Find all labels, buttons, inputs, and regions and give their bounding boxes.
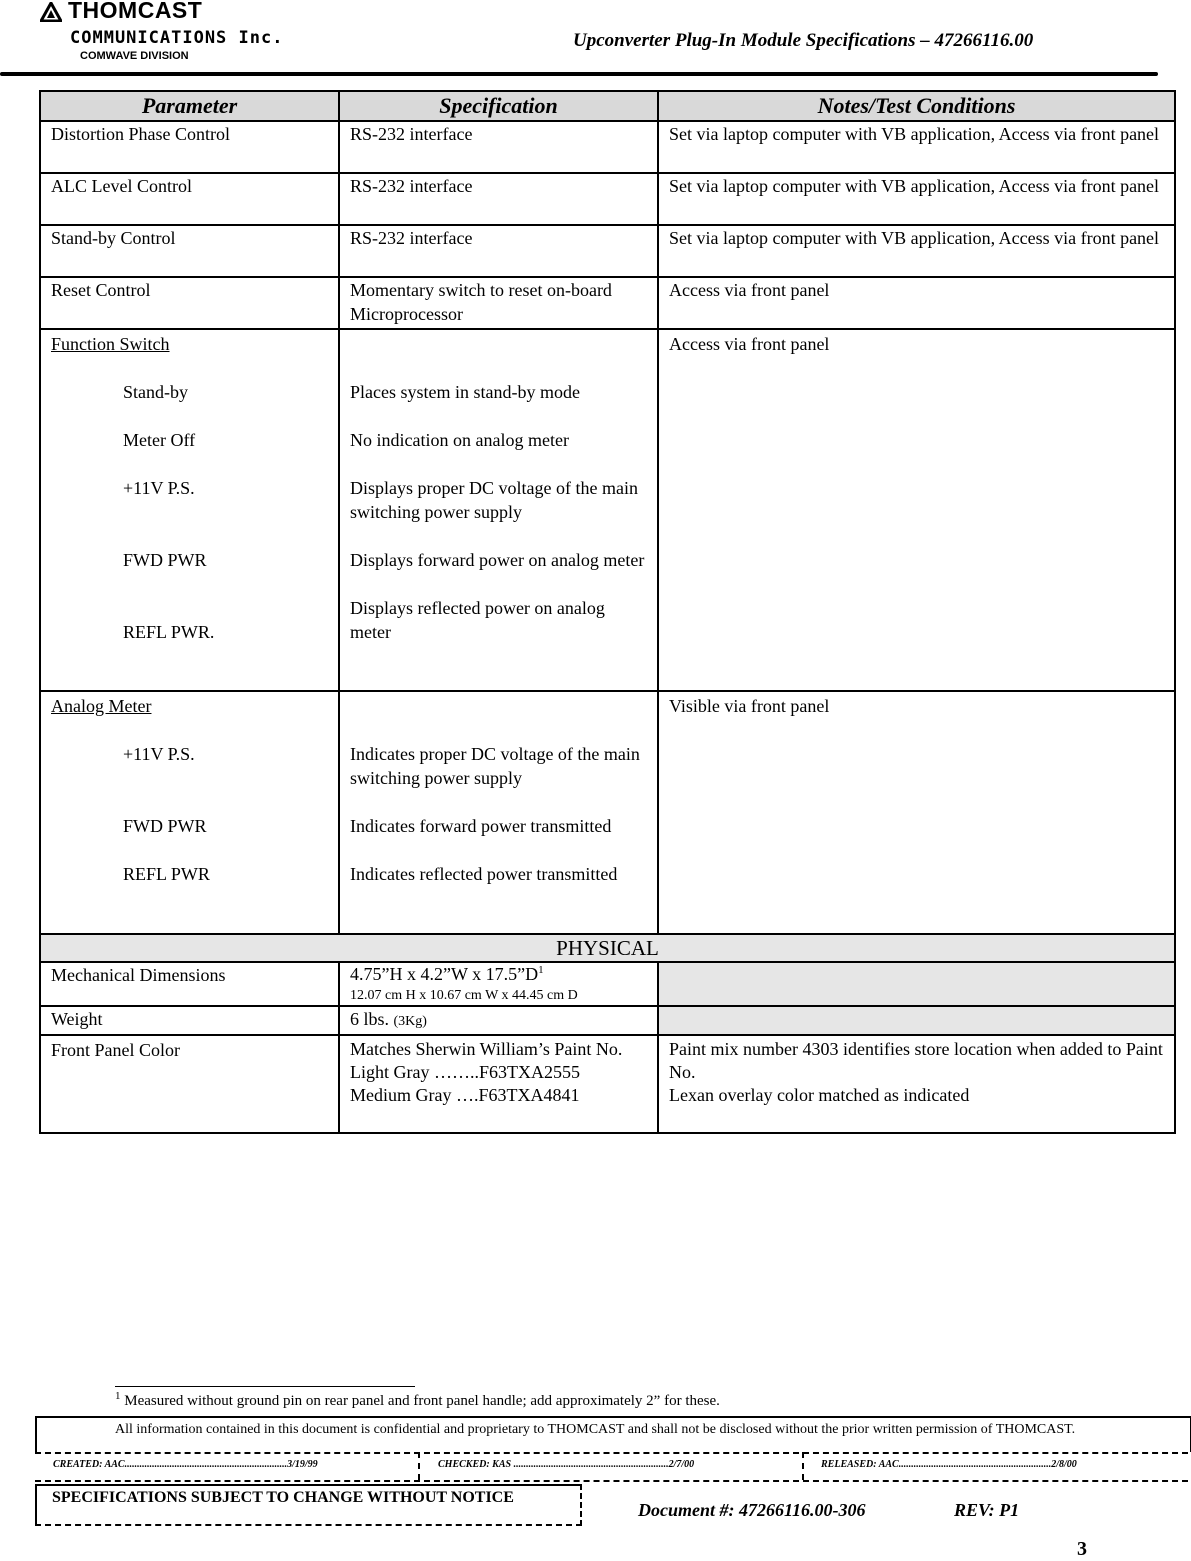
function-switch-specs — [339, 329, 658, 691]
table-row — [40, 173, 1175, 225]
analog-meter-params — [40, 691, 339, 934]
param-cell: Stand-by Control — [40, 225, 339, 277]
logo-main-text: THOMCAST — [68, 0, 203, 23]
spec-cell: RS-232 interface — [339, 225, 658, 277]
analog-meter-row — [40, 691, 1175, 934]
table-row — [40, 962, 1175, 1006]
column-header: Notes/Test Conditions — [658, 91, 1175, 121]
analog-meter-notes: Visible via front panel — [658, 691, 1175, 934]
table-row — [40, 1035, 1175, 1133]
thomcast-logo-icon — [40, 2, 62, 22]
param-cell: Distortion Phase Control — [40, 121, 339, 173]
switch-desc: No indication on analog meter — [350, 430, 569, 450]
physical-section-label: PHYSICAL — [40, 934, 1175, 962]
table-row — [40, 1006, 1175, 1035]
switch-item: Meter Off — [123, 430, 196, 450]
weight-metric: (3Kg) — [393, 1014, 427, 1029]
paint-medium-gray: Medium Gray ….F63TXA4841 — [350, 1085, 580, 1105]
spec-cell — [339, 1035, 658, 1133]
notes-cell: Access via front panel — [658, 277, 1175, 329]
meter-item: FWD PWR — [123, 816, 207, 836]
function-switch-title: Function Switch — [51, 334, 170, 354]
checked-signoff: CHECKED: KAS ..............................................................2/7/00 — [438, 1459, 695, 1470]
param-cell: Mechanical Dimensions — [40, 962, 339, 1006]
column-header: Specification — [339, 91, 658, 121]
function-switch-row — [40, 329, 1175, 691]
notes-cell: Set via laptop computer with VB application, Access via front panel — [658, 121, 1175, 173]
physical-section-row — [40, 934, 1175, 962]
notes-cell-empty — [658, 1006, 1175, 1035]
company-logo — [40, 0, 360, 70]
logo-division-text: COMWAVE DIVISION — [80, 50, 189, 62]
table-row — [40, 277, 1175, 329]
meter-desc: Indicates reflected power transmitted — [350, 864, 618, 884]
spec-cell — [339, 962, 658, 1006]
dims-imperial: 4.75”H x 4.2”W x 17.5”D — [350, 964, 539, 984]
page-number: 3 — [1077, 1538, 1087, 1560]
switch-desc: Displays proper DC voltage of the main switching power supply — [350, 478, 638, 522]
released-signoff: RELEASED: AAC.............................................................2/8/00 — [821, 1459, 1077, 1470]
param-cell: ALC Level Control — [40, 173, 339, 225]
switch-desc: Places system in stand-by mode — [350, 382, 580, 402]
spec-cell: Momentary switch to reset on-board Microprocessor — [339, 277, 658, 329]
notes-cell — [658, 1035, 1175, 1133]
confidential-text: All information contained in this document is confidential and proprietary to THOMCAST and shall not be disclosed without the prior written permission of THOMCAST. — [115, 1422, 1076, 1437]
analog-meter-title: Analog Meter — [51, 696, 152, 716]
footnote-mark: 1 — [115, 1390, 121, 1402]
table-row — [40, 121, 1175, 173]
signoff-separator — [418, 1452, 420, 1480]
paint-note: Paint mix number 4303 identifies store location when added to Paint No. — [669, 1039, 1163, 1082]
notes-cell: Set via laptop computer with VB application, Access via front panel — [658, 173, 1175, 225]
created-signoff: CREATED: AAC.................................................................3/19/99 — [53, 1459, 318, 1470]
param-cell: Weight — [40, 1006, 339, 1035]
footnote-text: Measured without ground pin on rear panel and front panel handle; add approximately 2” for these. — [124, 1393, 720, 1409]
footnote-divider — [115, 1386, 415, 1387]
change-notice: SPECIFICATIONS SUBJECT TO CHANGE WITHOUT NOTICE — [52, 1489, 514, 1506]
column-header: Parameter — [40, 91, 339, 121]
footnote-ref: 1 — [538, 964, 544, 976]
switch-item: Stand-by — [123, 382, 188, 402]
switch-item: REFL PWR. — [123, 622, 215, 642]
revision: REV: P1 — [954, 1500, 1020, 1520]
spec-cell: RS-232 interface — [339, 121, 658, 173]
table-header-row — [40, 91, 1175, 121]
paint-spec: Matches Sherwin William’s Paint No. — [350, 1039, 623, 1059]
logo-sub-text: COMMUNICATIONS Inc. — [70, 28, 284, 48]
function-switch-notes: Access via front panel — [658, 329, 1175, 691]
paint-light-gray: Light Gray ……..F63TXA2555 — [350, 1062, 580, 1082]
switch-item: +11V P.S. — [123, 478, 195, 498]
footnote — [115, 1390, 720, 1410]
signoff-separator — [802, 1452, 804, 1480]
table-row — [40, 225, 1175, 277]
meter-desc: Indicates proper DC voltage of the main switching power supply — [350, 744, 640, 788]
switch-desc: Displays reflected power on analog meter — [350, 598, 605, 642]
switch-desc: Displays forward power on analog meter — [350, 550, 645, 570]
spec-table — [39, 90, 1176, 1134]
notes-cell: Set via laptop computer with VB application, Access via front panel — [658, 225, 1175, 277]
document-number: Document #: 47266116.00-306 — [638, 1500, 866, 1520]
dims-metric: 12.07 cm H x 10.67 cm W x 44.45 cm D — [350, 988, 578, 1003]
switch-item: FWD PWR — [123, 550, 207, 570]
spec-cell — [339, 1006, 658, 1035]
spec-cell: RS-232 interface — [339, 173, 658, 225]
header-divider — [0, 72, 1158, 76]
param-cell: Front Panel Color — [40, 1035, 339, 1133]
weight-imperial: 6 lbs. — [350, 1009, 390, 1029]
lexan-note: Lexan overlay color matched as indicated — [669, 1085, 970, 1105]
notes-cell-empty — [658, 962, 1175, 1006]
document-title: Upconverter Plug-In Module Specifications – 47266116.00 — [573, 30, 1034, 51]
analog-meter-specs — [339, 691, 658, 934]
param-cell: Reset Control — [40, 277, 339, 329]
function-switch-params — [40, 329, 339, 691]
meter-desc: Indicates forward power transmitted — [350, 816, 612, 836]
meter-item: +11V P.S. — [123, 744, 195, 764]
meter-item: REFL PWR — [123, 864, 210, 884]
